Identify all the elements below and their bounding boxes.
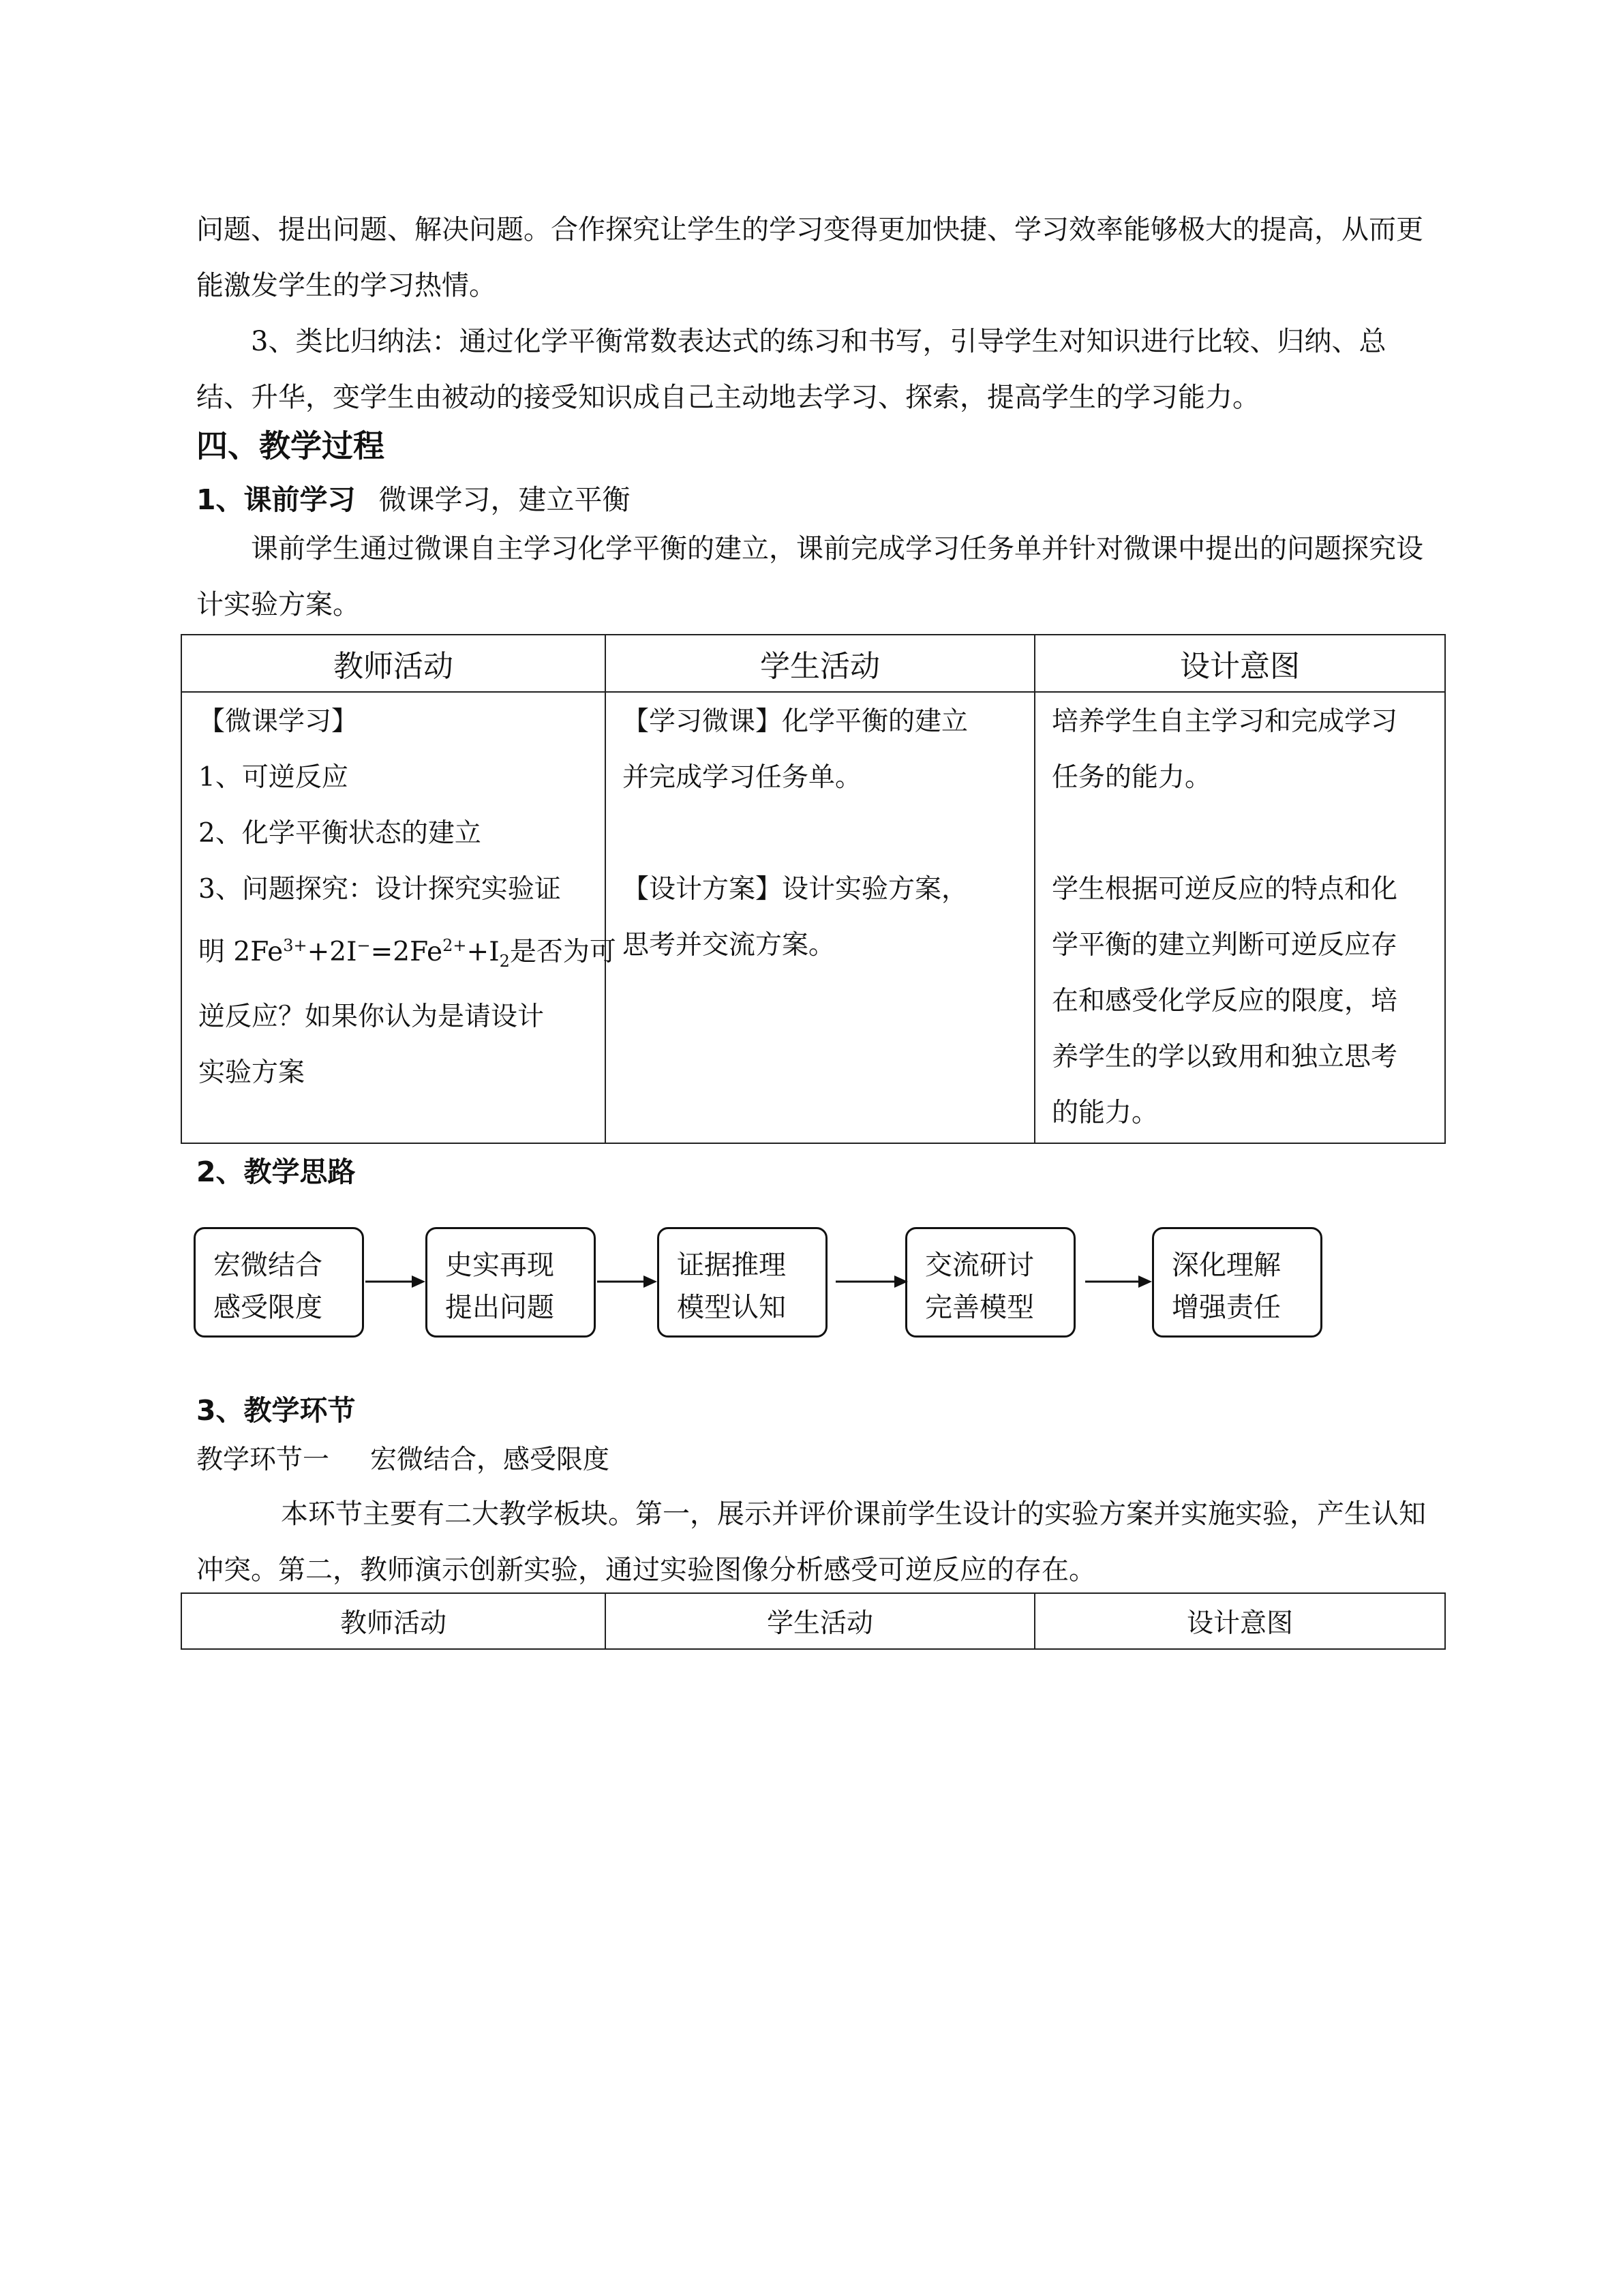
link-1-heading — [196, 1438, 609, 1477]
flow-box-line: 完善模型 — [925, 1292, 1034, 1323]
intent-line: 培养学生自主学习和完成学习 — [1052, 706, 1398, 737]
teacher-activity-cell — [181, 692, 616, 1143]
flow-arrow-4 — [1085, 1268, 1153, 1295]
student-line: 并完成学习任务单。 — [622, 762, 862, 793]
student-line: 【设计方案】设计实验方案， — [622, 874, 969, 905]
flow-arrow-3 — [836, 1268, 909, 1295]
flow-box-2 — [425, 1227, 596, 1338]
header-design-intent: 设计意图 — [1035, 635, 1445, 692]
flow-box-4 — [905, 1227, 1076, 1338]
link-1-text: 宏微结合，感受限度 — [370, 1445, 610, 1475]
teacher-line: 1、可逆反应 — [198, 762, 348, 793]
subsection-1-label: 1、课前学习 — [196, 483, 356, 516]
student-activity-cell — [605, 692, 1035, 1143]
flow-box-line: 增强责任 — [1172, 1292, 1281, 1323]
flow-box-line: 史实再现 — [445, 1250, 554, 1281]
teaching-approach-title: 2、教学思路 — [196, 1155, 356, 1188]
design-intent-cell — [1035, 692, 1445, 1143]
teacher-line: 实验方案 — [198, 1057, 305, 1088]
intro-paragraph-2: 3、类比归纳法：通过化学平衡常数表达式的练习和书写，引导学生对知识进行比较、归纳、总结、升华，变学生由被动的接受知识成自己主动地去学习、探索，提高学生的学习能力。 — [196, 326, 1386, 413]
teaching-links-heading — [196, 1388, 356, 1428]
teaching-approach-heading — [196, 1149, 356, 1190]
teacher-line: 3、问题探究：设计探究实验证 — [198, 874, 561, 905]
table-row — [181, 692, 1445, 1143]
flow-box-5 — [1152, 1227, 1322, 1338]
teacher-line: 【微课学习】 — [198, 706, 359, 737]
intent-line: 养学生的学以致用和独立思考 — [1052, 1042, 1398, 1072]
reaction-equation-line: 明 $2Fe^{3+}+2I^-=2Fe^{2+}+I_2$是否为可 — [198, 936, 616, 971]
flow-box-1 — [194, 1227, 364, 1338]
header-design-intent: 设计意图 — [1035, 1593, 1445, 1649]
table-header-row — [181, 635, 1445, 692]
intent-line: 的能力。 — [1052, 1098, 1159, 1128]
intro-paragraph-1: 问题、提出问题、解决问题。合作探究让学生的学习变得更加快捷、学习效率能够极大的提高，从而更能激发学生的学习热情。 — [196, 214, 1423, 301]
flow-box-3 — [657, 1227, 828, 1338]
intent-line: 学生根据可逆反应的特点和化 — [1052, 874, 1398, 905]
section-4-paragraph: 课前学生通过微课自主学习化学平衡的建立，课前完成学习任务单并针对微课中提出的问题探究设计实验方案。 — [196, 533, 1423, 620]
student-line: 【学习微课】化学平衡的建立 — [622, 706, 969, 737]
flow-box-line: 证据推理 — [677, 1250, 786, 1281]
header-teacher-activity: 教师活动 — [181, 635, 605, 692]
intent-line: 在和感受化学反应的限度，培 — [1052, 986, 1398, 1016]
flow-box-line: 宏微结合 — [213, 1250, 322, 1281]
flow-box-line: 模型认知 — [677, 1292, 786, 1323]
teaching-table-1 — [181, 634, 1446, 1144]
teaching-links-title: 3、教学环节 — [196, 1394, 356, 1427]
header-student-activity: 学生活动 — [605, 1593, 1035, 1649]
flow-box-line: 感受限度 — [213, 1292, 322, 1323]
intent-line: 学平衡的建立判断可逆反应存 — [1052, 930, 1398, 961]
flow-arrow-2 — [597, 1268, 658, 1295]
teacher-line: 2、化学平衡状态的建立 — [198, 818, 481, 849]
link-1-label: 教学环节一 — [196, 1445, 330, 1475]
flow-box-line: 提出问题 — [445, 1292, 554, 1323]
intent-line: 任务的能力。 — [1052, 762, 1212, 793]
subsection-1-text: 微课学习，建立平衡 — [378, 483, 631, 516]
subsection-1-heading — [196, 477, 631, 517]
link-1-paragraph: 本环节主要有二大教学板块。第一，展示并评价课前学生设计的实验方案并实施实验，产生认知冲突。第二，教师演示创新实验，通过实验图像分析感受可逆反应的存在。 — [196, 1498, 1426, 1586]
table-header-row — [181, 1593, 1445, 1649]
section-4-heading: 四、教学过程 — [196, 427, 384, 464]
header-teacher-activity: 教师活动 — [181, 1593, 605, 1649]
teaching-table-2 — [181, 1592, 1446, 1650]
header-student-activity: 学生活动 — [605, 635, 1035, 692]
flow-box-line: 交流研讨 — [925, 1250, 1034, 1281]
teacher-line: 逆反应？如果你认为是请设计 — [198, 1001, 545, 1032]
flow-arrow-1 — [365, 1268, 427, 1295]
student-line: 思考并交流方案。 — [622, 930, 836, 961]
flow-box-line: 深化理解 — [1172, 1250, 1281, 1281]
